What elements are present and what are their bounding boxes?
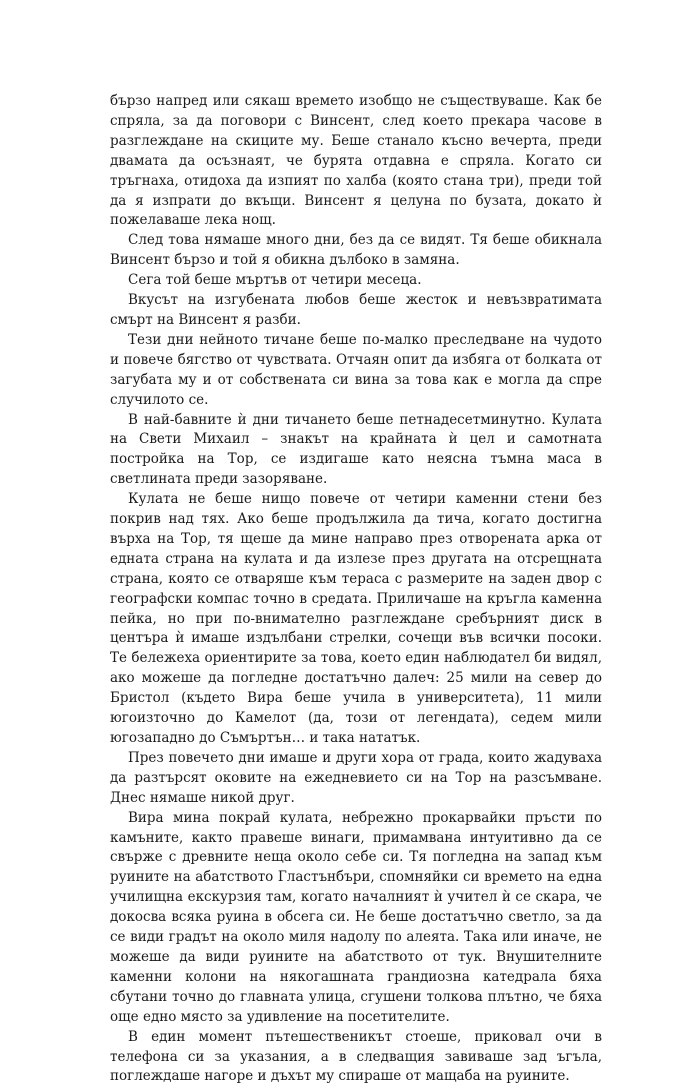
body-text (110, 92, 602, 1087)
paragraph: В най-бавните ѝ дни тичането беше петнадесетминутно. Кулата на Свети Михаил – знакът на крайната ѝ цел и самотната постройка на Тор, се издигаше като неясна тъмна маса в светлината преди зазоряване. (110, 411, 602, 488)
paragraph: Вира мина покрай кулата, небрежно прокарвайки пръсти по камъните, както правеше винаги, примамвана интуитивно да се свърже с древните неща около себе си. Тя погледна на запад към руините на абатството Гластънбъри, спомняйки си времето на една училищна екскурзия там, когато началният ѝ учител ѝ се скара, че докосва всяка руина в обсега си. Не беше достатъчно светло, за да се види градът на около миля надолу по алеята. Така или иначе, не можеше да види руините на абатството от тук. Внушителните каменни колони на някогашната грандиозна катедрала бяха сбутани точно до главната улица, сгушени толкова плътно, че бяха още едно място за удивление на посетителите. (110, 809, 602, 1025)
paragraph: бързо напред или сякаш времето изобщо не съществуваше. Как бе спряла, за да поговори с Винсент, след което прекара часове в разглеждане на скиците му. Беше станало късно вечерта, преди двамата да осъзнаят, че бурята отдавна е спряла. Когато си тръгнаха, отидоха да изпият по халба (която стана три), преди той да я изпрати до вкъщи. Винсент я целуна по бузата, докато ѝ пожелаваше лека нощ. (110, 93, 602, 229)
paragraph: Тези дни нейното тичане беше по-малко преследване на чудото и повече бягство от чувствата. Отчаян опит да избяга от болката от загубата му и от собствената си вина за това как е могла да спре случилото се. (110, 331, 602, 408)
paragraph: След това нямаше много дни, без да се видят. Тя беше обикнала Винсент бързо и той я обикна дълбоко в замяна. (110, 232, 602, 269)
paragraph: През повечето дни имаше и други хора от града, които жадуваха да разтърсят оковите на ежедневието си на Тор на разсъмване. Днес нямаше никой друг. (110, 749, 602, 806)
paragraph: Сега той беше мъртъв от четири месеца. (128, 272, 422, 289)
paragraph: Кулата не беше нищо повече от четири каменни стени без покрив над тях. Ако беше продължила да тича, когато достигна върха на Тор, тя щеше да мине направо през отворената арка от едната страна на кулата и да излезе през другата на отсрещната страна, която се отваряше към тераса с размерите на заден двор с географски компас точно в средата. Приличаше на кръгла каменна пейка, но при по-внимателно разглеждане сребърният диск в центъра ѝ имаше издълбани стрелки, сочещи във всички посоки. Те бележеха ориентирите за това, което един наблюдател би видял, ако можеше да погледне достатъчно далеч: 25 мили на север до Бристол (където Вира беше учила в университета), 11 мили югоизточно до Камелот (да, този от легендата), седем мили югозападно до Съмъртън… и така нататък. (110, 491, 602, 746)
paragraph: Вкусът на изгубената любов беше жесток и невъзвратимата смърт на Винсент я разби. (110, 292, 602, 328)
paragraph: В един момент пътешественикът стоеше, приковал очи в телефона си за указания, а в следващия завиваше зад ъгъла, поглеждаше нагоре и дъхът му спираше от мащаба на руините. (110, 1028, 602, 1085)
